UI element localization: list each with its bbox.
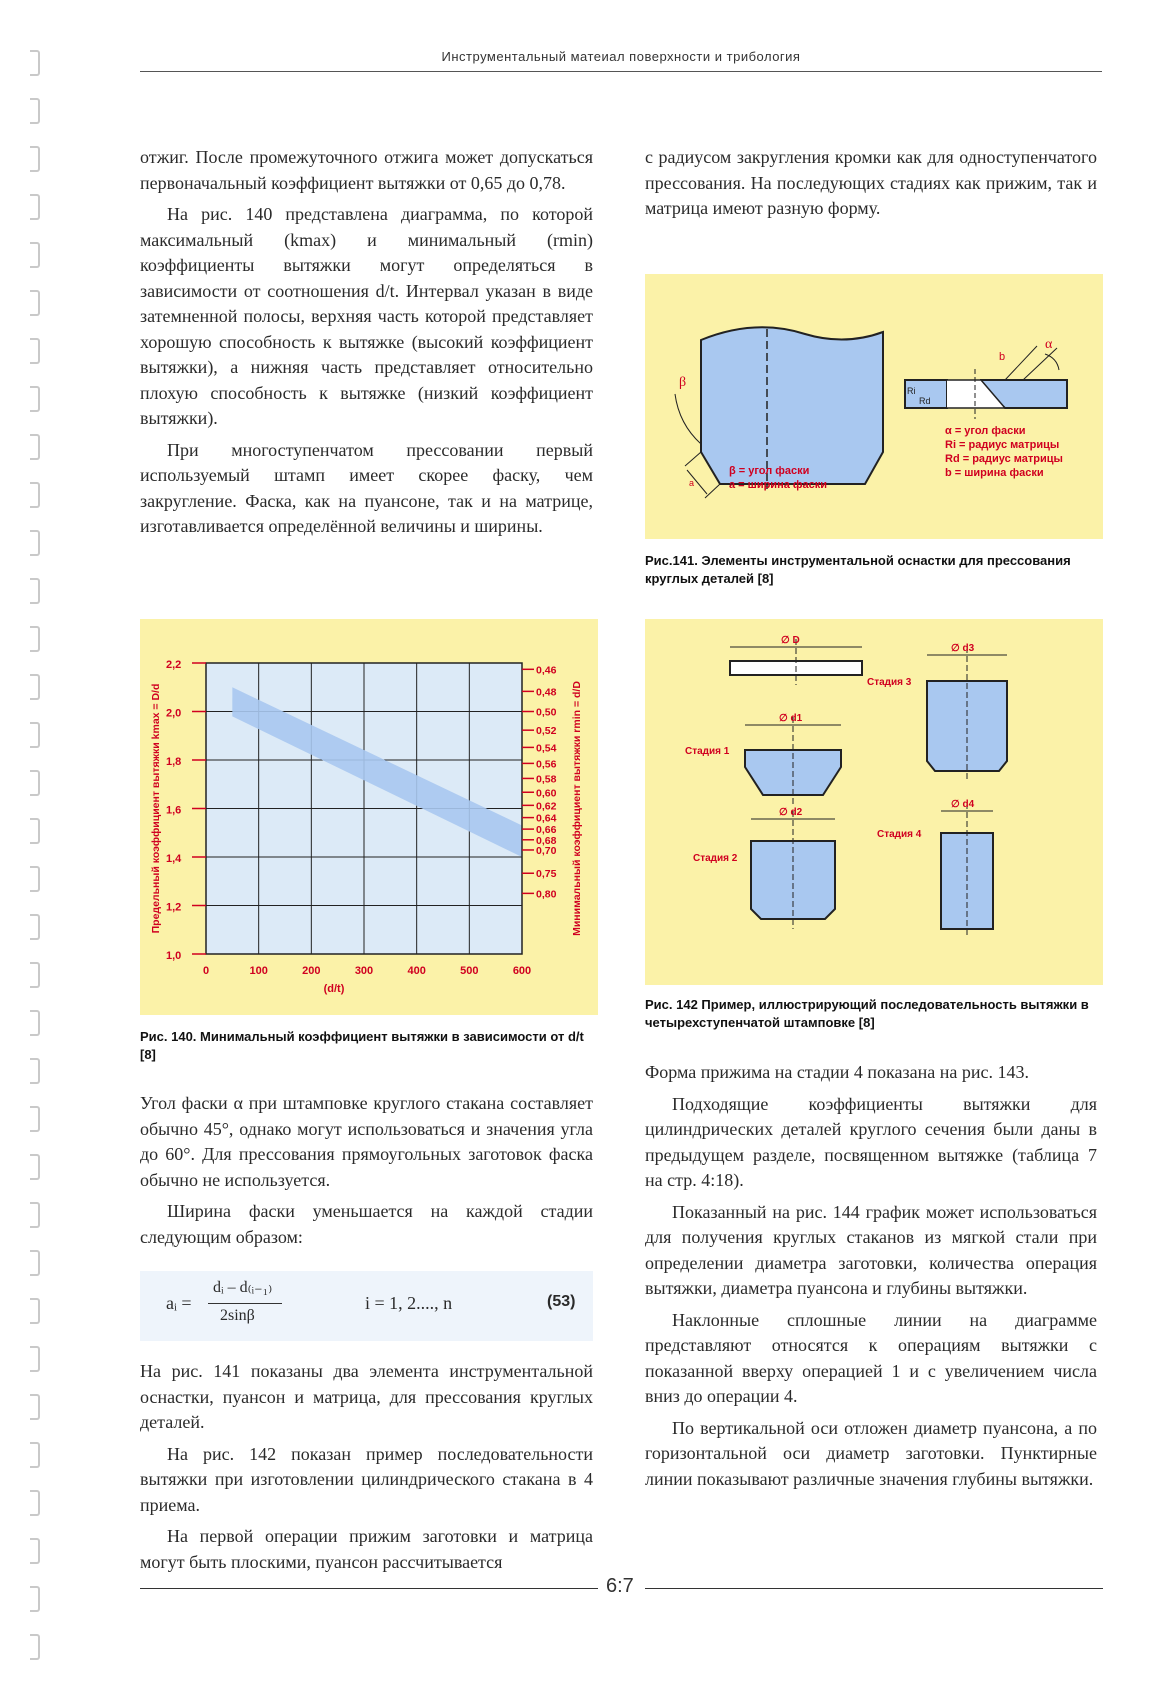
dim-D: ∅ D <box>781 635 800 646</box>
punch-shape <box>701 327 883 484</box>
paragraph: Ширина фаски уменьшается на каждой стадии следующим образом: <box>140 1201 593 1247</box>
page-number: 6:7 <box>606 1575 634 1597</box>
left-column-top <box>140 145 593 546</box>
y2-tick-label: 0,66 <box>536 824 557 837</box>
figure-141-caption: Рис.141. Элементы инструментальной оснастки для прессования круглых деталей [8] <box>645 553 1071 586</box>
chamfer-dim-line <box>685 452 701 466</box>
paragraph: По вертикальной оси отложен диаметр пуансона, а по горизонтальной оси диаметр заготовки. Пунктирные линии показывают различные значения глубины вытяжки. <box>645 1417 1097 1489</box>
legend-right-4: b = ширина фаски <box>945 467 1044 479</box>
paragraph: При многоступенчатом прессовании первый используемый штамп имеет скорее фаску, чем закругление. Фаска, как на пуансоне, так и на матрице, изготавливается определённой величины и ширины. <box>140 439 593 536</box>
y2-tick-label: 0,64 <box>536 812 557 825</box>
legend-right-3: Rd = радиус матрицы <box>945 453 1063 465</box>
figure-141-drawing <box>645 274 1103 539</box>
y-tick-label: 1,4 <box>166 853 182 865</box>
figure-140 <box>140 619 598 1015</box>
legend-left-2: a = ширина фаски <box>729 479 828 491</box>
figure-140-caption: Рис. 140. Минимальный коэффициент вытяжки в зависимости от d/t [8] <box>140 1029 584 1062</box>
beta-arc <box>675 394 701 444</box>
y2-tick-label: 0,50 <box>536 706 557 719</box>
x-tick-label: 500 <box>460 965 479 977</box>
y2-tick-label: 0,58 <box>536 773 557 786</box>
figure-142-caption: Рис. 142 Пример, иллюстрирующий последовательность вытяжки в четырехступенчатой штамповке [8] <box>645 997 1089 1030</box>
y-tick-label: 1,6 <box>166 804 182 817</box>
y2-axis-label: Минимальный коэффициент вытяжки rmin = d/D <box>571 681 583 936</box>
legend-right-1: α = угол фаски <box>945 425 1026 437</box>
x-tick-label: 400 <box>407 965 426 977</box>
legend-left-1: β = угол фаски <box>729 465 810 477</box>
paragraph: На рис. 140 представлена диаграмма, по которой максимальный (kmax) и минимальный (rmin) коэффициенты вытяжки могут определяться в зависимости от соотношения d/t. Интервал указан в виде затемненной полосы, верхняя часть которой представляет хорошую способность к вытяжке (высокий коэффициент вытяжки), а нижняя часть представляет относительно плохую способность к вытяжке (низкий коэффициент вытяжки). <box>140 204 593 428</box>
beta-label: β <box>679 375 687 390</box>
y2-tick-label: 0,70 <box>536 844 557 857</box>
figure-142 <box>645 619 1103 985</box>
paragraph: отжиг. После промежуточного отжига может допускаться первоначальный коэффициент вытяжки от 0,65 до 0,78. <box>140 147 593 193</box>
paragraph: с радиусом закругления кромки как для одноступенчатого прессования. На последующих стадиях как прижим, так и матрица имеют разную форму. <box>645 147 1097 218</box>
formula-range: i = 1, 2...., n <box>365 1293 453 1313</box>
paragraph: Подходящие коэффициенты вытяжки для цилиндрических деталей круглого сечения были даны в предыдущем разделе, посвященном вытяжке (таблица 7 на стр. 4:18). <box>645 1093 1097 1190</box>
paragraph: На рис. 141 показаны два элемента инструментальной оснастки, пуансон и матрица, для прессования круглых деталей. <box>140 1361 593 1432</box>
y2-tick-label: 0,48 <box>536 686 557 699</box>
y2-tick-label: 0,80 <box>536 888 557 901</box>
y2-tick-label: 0,62 <box>536 800 557 813</box>
alpha-label: α <box>1045 337 1053 352</box>
formula-53 <box>140 1271 593 1341</box>
x-tick-label: 200 <box>302 965 321 977</box>
stage1-label: Стадия 1 <box>685 746 730 757</box>
x-tick-label: 600 <box>512 965 532 977</box>
ri-label: Ri <box>907 386 916 396</box>
y-tick-label: 2,2 <box>166 659 182 671</box>
dim-d4: ∅ d4 <box>951 799 975 810</box>
formula-number: (53) <box>547 1293 576 1310</box>
y2-tick-label: 0,75 <box>536 868 557 881</box>
paragraph: Форма прижима на стадии 4 показана на рис. 143. <box>645 1062 1029 1082</box>
dim-d1: ∅ d1 <box>779 713 803 724</box>
x-tick-label: 300 <box>354 965 374 977</box>
dim-d3: ∅ d3 <box>951 643 975 654</box>
x-tick-label: 0 <box>202 965 210 977</box>
running-header: Инструментальный матеиал поверхности и трибология <box>441 49 801 64</box>
y-tick-label: 1,0 <box>166 950 182 962</box>
y2-tick-label: 0,46 <box>536 664 557 677</box>
paragraph: Угол фаски α при штамповке круглого стакана составляет обычно 45°, однако могут использоваться и значения угла до 60°. Для прессования прямоугольных заготовок фаска обычно не используется. <box>140 1093 593 1190</box>
chart-140 <box>140 619 598 1015</box>
header-rule <box>140 71 1102 72</box>
y-tick-label: 1,8 <box>166 756 182 768</box>
a-label: a <box>689 478 695 488</box>
y-tick-label: 1,2 <box>166 901 182 914</box>
right-column-top <box>645 145 1097 228</box>
right-column-bottom <box>645 1060 1097 1498</box>
y2-tick-label: 0,54 <box>536 742 557 755</box>
legend-right-2: Ri = радиус матрицы <box>945 439 1060 451</box>
x-axis-label: (d/t) <box>323 983 345 995</box>
alpha-arc <box>1045 354 1059 370</box>
alpha-line <box>1023 348 1057 380</box>
fraction-bar <box>208 1303 282 1304</box>
formula-denominator: 2sinβ <box>220 1307 255 1324</box>
y-axis-label: Предельный коэффициент вытяжки kmax = D/d <box>150 683 162 934</box>
figure-141 <box>645 274 1103 539</box>
formula-lhs: aᵢ = <box>166 1293 192 1313</box>
paragraph: На рис. 142 показан пример последовательности вытяжки при изготовлении цилиндрического стакана в 4 приема. <box>140 1443 593 1515</box>
rd-label: Rd <box>919 396 931 406</box>
stage4-label: Стадия 4 <box>877 829 922 840</box>
formula-numerator: dᵢ – d₍ᵢ₋₁₎ <box>213 1279 273 1296</box>
y2-tick-label: 0,52 <box>536 725 557 738</box>
y2-tick-label: 0,56 <box>536 758 557 771</box>
x-tick-label: 100 <box>249 965 268 977</box>
stage2-label: Стадия 2 <box>693 853 738 864</box>
left-column-end <box>140 1359 593 1581</box>
figure-142-drawing <box>645 619 1103 985</box>
y2-tick-label: 0,68 <box>536 834 557 847</box>
paragraph: На первой операции прижим заготовки и матрица могут быть плоскими, пуансон рассчитывается <box>140 1526 593 1572</box>
alpha-line <box>1005 346 1037 380</box>
stage3-label: Стадия 3 <box>867 677 912 688</box>
dim-d2: ∅ d2 <box>779 807 803 818</box>
y2-tick-label: 0,60 <box>536 787 557 800</box>
left-column-bottom <box>140 1091 593 1256</box>
paragraph: Показанный на рис. 144 график может использоваться для получения круглых стаканов из мягкой стали при определении диаметра заготовки, количества операция вытяжки, диаметра пуансона и глубины вытяжки. <box>645 1201 1097 1298</box>
y-tick-label: 2,0 <box>166 707 182 720</box>
footer-rule-left <box>140 1588 598 1589</box>
chamfer-dim-line <box>705 484 720 498</box>
paragraph: Наклонные сплошные линии на диаграмме представляют относятся к операциям вытяжки с показанной вверху операцией 1 и с увеличением числа вниз до операции 4. <box>645 1309 1097 1406</box>
footer-rule-right <box>645 1588 1103 1589</box>
b-label: b <box>999 351 1006 363</box>
